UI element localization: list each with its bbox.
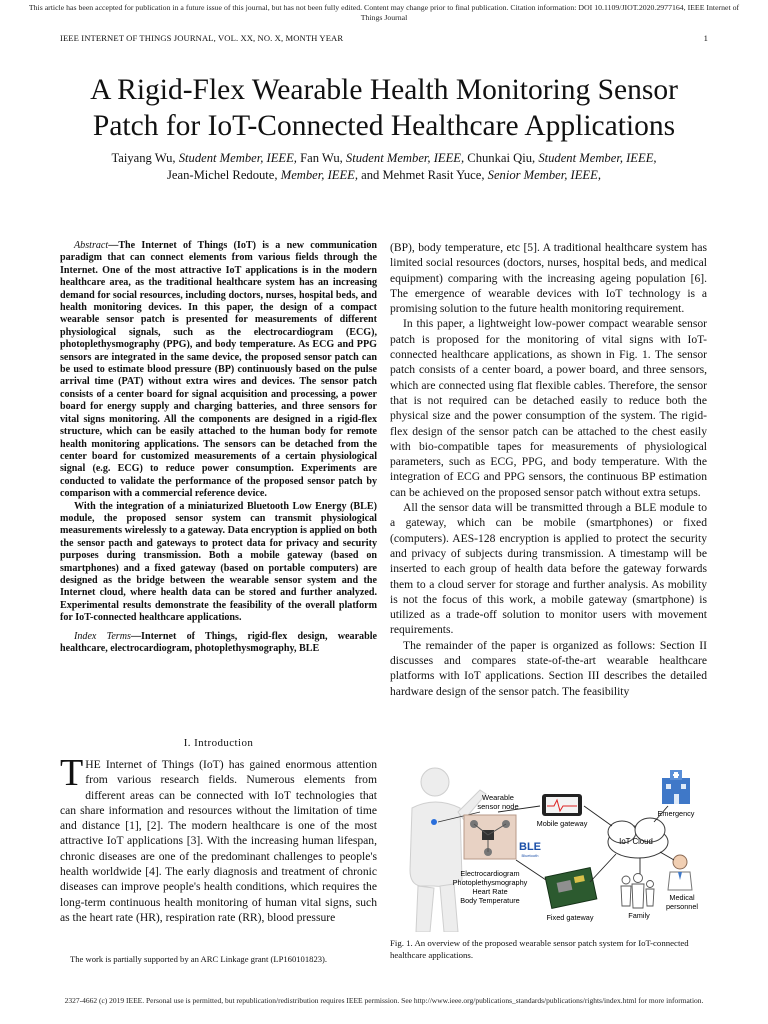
author-name: Chunkai Qiu, [467,151,536,165]
author-name: Jean-Michel Redoute, [167,168,278,182]
drop-cap: T [60,752,84,794]
abstract-paragraph: With the integration of a miniaturized Bluetooth Low Energy (BLE) module, the proposed sensor system can transmit physiological measurements wirelessly to a gateway. Data encryption is applied on both the sensor pacth and gateways to protect data for privacy and security purposes during transmission. Both a mobile gateway (based on smartphones) and a fixed gateway (based on portable computers) are designed as the bridge between the wearable sensor system and the Internet cloud, where health data can be stored and further analyzed. Experimental results demonstrate the feasibility of the overall platform for IoT-connected healthcare applications. [60,500,377,624]
bluetooth-label: Bluetooth [521,853,539,858]
index-terms-label: Index Terms [74,630,131,642]
smartphone-icon [542,794,582,816]
journal-name: IEEE INTERNET OF THINGS JOURNAL, VOL. XX, NO. X, MONTH YEAR [60,33,344,43]
journal-notice: This article has been accepted for publication in a future issue of this journal, but has not been fully edited. Content may change prior to final publication. Citation information: DOI 10.1109/JIOT.2020.2977164, IEEE Internet of Things Journal [28,3,740,22]
wearable-label: Wearable [482,793,514,802]
fixed-gateway-icon [545,868,597,909]
family-icon [621,874,654,909]
abstract-paragraph: —The Internet of Things (IoT) is a new communication paradigm that can connect elements from various fields through the Internet. One of the most attractive IoT applications is in the modern healthcare area, as the traditional healthcare system has an increasing demand for social resources, including doctors, nurses, hospital beds, and health monitoring devices. In this paper, the design of a compact wearable sensor patch is presented for measurements of different physiological signals, such as the electrocardiogram (ECG), photoplethysmography (PPG), and body temperature. As ECG and PPG sensors are integrated in the same device, the proposed sensor patch can be used to estimate blood pressure (BP) continuously based on the pulse arrival time (PAT) without extra wires and devices. The sensor patch consists of a center board for signal acquisition and processing, a power board for energy supply and charging batteries, and three sensors for vital signs monitoring. All the components are designed in a rigid-flex structure, which can be easily attached to the human body for remote health monitoring applications. The sensors can be detached from the center board for customized measurements of a certain physiological signal (e.g. ECG) to reduce power consumption. Experiments are conducted to validate the performance of the proposed sensor patch by comparison with a commercial reference device. [60,240,377,500]
author-role: Member, IEEE, [280,168,358,182]
index-terms [60,631,377,656]
emergency-label: Emergency [657,809,695,818]
family-label: Family [628,911,650,920]
abstract [60,240,377,655]
index-terms-text: —Internet of Things, rigid-flex design, wearable healthcare, electrocardiogram, photoplethysmography, BLE [60,630,377,654]
sensor-dot-icon [431,819,437,825]
body-paragraph: In this paper, a lightweight low-power compact wearable sensor patch is proposed for the monitoring of vital signs with IoT-connected healthcare applications, as shown in Fig. 1. The sensor patch consists of a center board, a power board, and three sensors, which are connected using flat flexible cables. Therefore, the sensor that is not required can be detached easily to reduce both the physical size and the power consumption of the system. The rigid-flex design of the sensor patch can be attached to the chest easily with bio-compatible tapes for measurements of physiological parameters, such as ECG, PPG, and body temperature. With the integration of ECG and PPG sensors, the continuous BP estimation can be achieved on the proposed sensor patch without extra setups. [390,317,707,499]
body-paragraph: The remainder of the paper is organized as follows: Section II discusses and compares state-of-the-art wearable healthcare platforms with IoT applications. Section III describes the detailed hardware design of the sensor patch. The feasibility [390,638,707,698]
ble-logo: BLE [519,841,541,853]
author-role: Student Member, IEEE, [178,151,297,165]
body-paragraph: All the sensor data will be transmitted through a BLE module to a gateway, which can be mobile (smartphones) or fixed (computers). AES-128 encryption is applied to protect the security and privacy of subjects during transmission. A timestamp will be inserted to each group of health data before the gateway forwards them to a cloud server for storage and further analysis. As mobility is not the focus of this work, a mobile gateway (smartphone) is utilized as a trade-off solution to monitor users with movement requirements. [390,501,707,637]
author-name: Fan Wu, [300,151,343,165]
figure-caption: Fig. 1. An overview of the proposed wearable sensor patch system for IoT-connected healthcare applications. [390,938,689,960]
doctor-icon [668,855,692,890]
body-paragraph: (BP), body temperature, etc [5]. A traditional healthcare system has limited social resources (doctors, nurses, hospital beds, and medical equipment) comparing with the increasing ageing population [6]. The emergence of wearable devices with IoT technology is a promising solution to the future health monitoring requirement. [390,241,707,316]
signal-label: Body Temperature [460,896,520,905]
title-line-1: A Rigid-Flex Wearable Health Monitoring Sensor [90,74,678,106]
figure-1 [390,760,710,932]
page-number: 1 [703,33,708,43]
license-footer: 2327-4662 (c) 2019 IEEE. Personal use is permitted, but republication/redistribution requires IEEE permission. See http://www.ieee.org/publications_standards/publications/rights/index.html for more information. [64,996,704,1005]
author-role: Senior Member, IEEE, [487,168,601,182]
medical-label: Medical [669,893,695,902]
footnote: The work is partially supported by an ARC Linkage grant (LP160101823). [70,954,328,964]
signal-label: Photoplethysmography [452,878,528,887]
author-role: Student Member, IEEE, [538,151,657,165]
medical-label-2: personnel [665,902,699,911]
hospital-icon [662,770,690,804]
signal-label: Electrocardiogram [460,869,520,878]
author-list [40,150,728,184]
sensor-patch-photo [464,815,516,859]
introduction-text [60,752,377,925]
author-name: Taiyang Wu, [111,151,176,165]
mobile-gateway-label: Mobile gateway [536,819,588,828]
paper-title [40,72,728,144]
intro-paragraph: HE Internet of Things (IoT) has gained enormous attention from various research fields. Numerous elements from different areas can be connected with IoT technologies that can share information and resources without the limitation of time and distance [1], [2]. The modern healthcare is one of the most attractive IoT applications [3]. With the increasing human lifespan, chronic diseases are one of the predominant challenges to people's health worldwide [4]. The early diagnosis and treatment of chronic diseases can improve people's health conditions, which requires the long-term continuous health monitoring of human vital signs, such as the heart rate (HR), respiration rate (RR), blood pressure [60,758,377,924]
wearable-label-2: sensor node [477,802,519,811]
signal-label: Heart Rate [472,887,508,896]
title-line-2: Patch for IoT-Connected Healthcare Applications [92,110,676,142]
abstract-label: Abstract [74,240,109,251]
system-overview-diagram [390,760,710,932]
iot-cloud-label: IoT Cloud [619,837,653,846]
running-head [60,33,708,43]
author-name: and Mehmet Rasit Yuce, [361,168,485,182]
right-column-text [390,240,707,699]
section-heading: I. Introduction [183,737,254,749]
author-role: Student Member, IEEE, [345,151,465,165]
fixed-gateway-label: Fixed gateway [546,913,594,922]
